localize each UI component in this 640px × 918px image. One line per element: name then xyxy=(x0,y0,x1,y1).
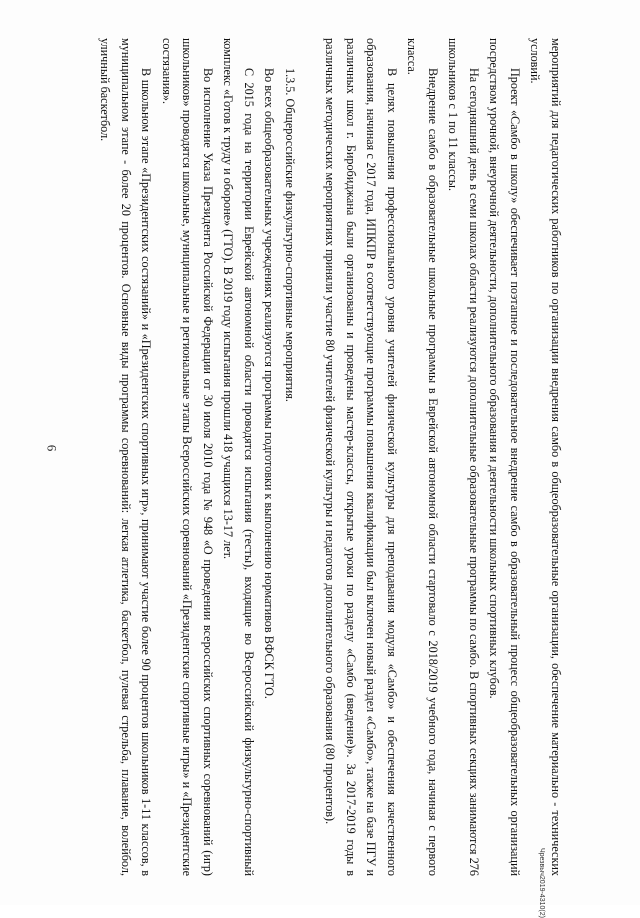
paragraph-2: Проект «Самбо в школу» обеспечивает поэтапное и последовательное внедрение самбо в образовательный процесс общеобразовательных организаций посредством урочной, внеурочной деятельности, дополнительного образования и деятельности школьных спортивных клубов. xyxy=(487,38,522,876)
paragraph-6: Во всех общеобразовательных учреждениях реализуются программы подготовки к выполнению нормативов ВФСК ГТО. xyxy=(262,68,277,699)
paragraph-3: На сегодняшний день в семи школах области реализуются дополнительные образовательные программы по самбо. В спортивных секциях занимаются 276 школьников с 1 по 11 классы. xyxy=(446,38,481,876)
paragraph-5: В целях повышения профессионального уровня учителей физической культуры для преподавания модуля «Самбо» и обеспечения качественного образования, начиная с 2017 года, ИПКПР в соответствующие программы повышения квалификации был включен новый раздел «Самбо», также на базе ПГУ и различных школ г. Биробиджана были организованы и проведены мастер-классы, открытые уроки по разделу «Самбо (введение)». За 2017-2019 годы в различных методических мероприятиях приняли участие 80 учителей физической культуры и педагогов дополнительного образования (80 процентов). xyxy=(323,38,399,876)
paragraph-1: мероприятий для педагогических работников по организации внедрения самбо в общеобразовательные организации, обеспечение материально - технических условий. xyxy=(528,38,563,876)
document-stamp: Чрезвыч2019-4310(2) xyxy=(538,848,545,918)
page-number: 6 xyxy=(44,444,60,452)
paragraph-7: С 2015 года на территории Еврейской автономной области проводятся испытания (тесты), входящие во Всероссийский физкультурно-спортивный комплекс «Готов к труду и обороне» (ГТО). В 2019 году испытания прошли 418 учащихся 13-17 лет. xyxy=(221,38,256,876)
section-heading: 1.3.5. Общероссийские физкультурно-спортивные мероприятия. xyxy=(283,68,297,402)
paragraph-4: Внедрение самбо в образовательные школьные программы в Еврейской автономной области стартовало с 2018/2019 учебного года, начиная с первого класса. xyxy=(405,38,440,876)
paragraph-8: Во исполнение Указа Президента Российской Федерации от 30 июля 2010 года № 948 «О проведении всероссийских спортивных соревнований (игр) школьников» проводятся школьные, муниципальные и региональные этапы Всероссийских соревнований «Президентские спортивные игры» и «Президентские состязания». xyxy=(160,38,215,876)
paragraph-9: В школьном этапе «Президентских состязаний» и «Президентских спортивных игр», принимают участие более 90 процентов школьников 1-11 классов, в муниципальном этапе - более 20 процентов. Основные виды программы соревнований: легкая атлетика, баскетбол, пулевая стрельба, плавание, волейбол, уличный баскетбол. xyxy=(98,38,154,876)
document-body xyxy=(86,38,566,876)
